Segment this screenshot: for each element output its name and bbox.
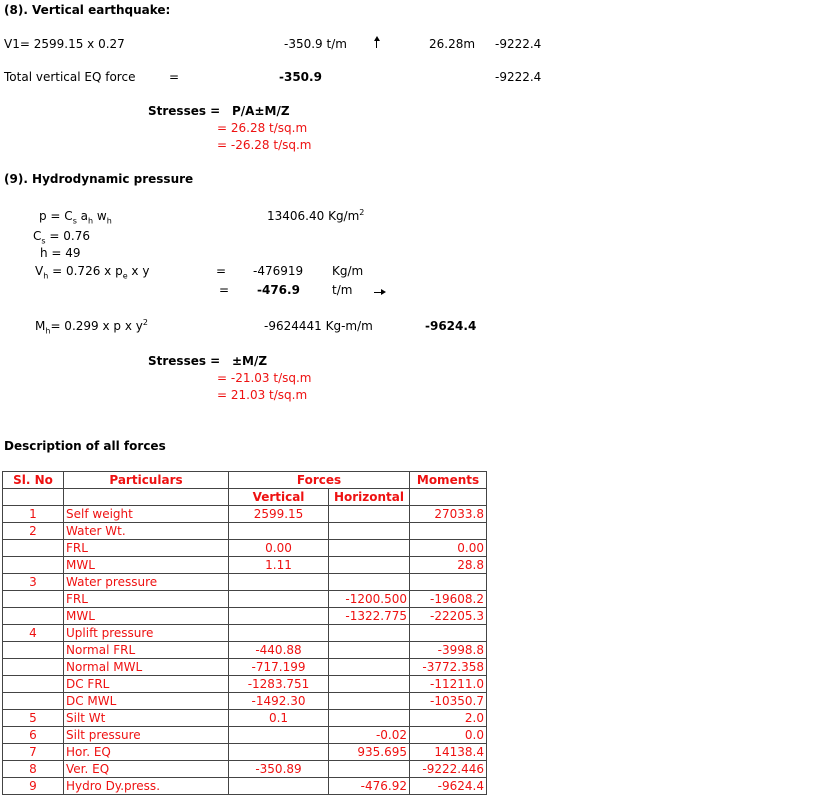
table-row (3, 778, 487, 795)
header-moments: Moments (410, 472, 487, 489)
row-vertical-force (229, 727, 329, 744)
row-horizontal-force (329, 761, 410, 778)
row-particulars: Uplift pressure (64, 625, 229, 642)
row-sl-no: 7 (3, 744, 64, 761)
row-vertical-force: -1492.30 (229, 693, 329, 710)
table-row (3, 710, 487, 727)
row-moment: 14138.4 (410, 744, 487, 761)
header-forces: Forces (229, 472, 410, 489)
vh-unit-2: t/m (332, 283, 353, 297)
row-horizontal-force (329, 523, 410, 540)
vh-unit-1: Kg/m (332, 264, 364, 278)
p-formula: $p = C_s$ $a_h$ $w_h$ (39, 209, 112, 226)
row-particulars: FRL (64, 540, 229, 557)
row-particulars: Normal FRL (64, 642, 229, 659)
stress-9-line2: = 21.03 t/sq.m (217, 388, 308, 402)
cs-line: $C_s = 0.76$ (33, 229, 90, 246)
row-vertical-force: -1283.751 (229, 676, 329, 693)
header-horizontal: Horizontal (329, 489, 410, 506)
table-row (3, 540, 487, 557)
stress-formula-9: ±M/Z (232, 354, 268, 368)
row-sl-no: 4 (3, 625, 64, 642)
row-sl-no: 3 (3, 574, 64, 591)
vh-equals-1: = (216, 264, 227, 278)
header-particulars: Particulars (64, 472, 229, 489)
row-sl-no: 1 (3, 506, 64, 523)
row-vertical-force: 0.00 (229, 540, 329, 557)
row-particulars: DC MWL (64, 693, 229, 710)
table-row (3, 676, 487, 693)
table-row (3, 625, 487, 642)
v1-force: -350.9 t/m (284, 37, 347, 51)
row-moment (410, 574, 487, 591)
stress-8-line2: = -26.28 t/sq.m (217, 138, 312, 152)
row-vertical-force (229, 744, 329, 761)
row-vertical-force: -717.199 (229, 659, 329, 676)
row-sl-no (3, 540, 64, 557)
row-particulars: DC FRL (64, 676, 229, 693)
stress-label-9: Stresses = (148, 354, 221, 368)
row-moment: -3772.358 (410, 659, 487, 676)
row-moment: -19608.2 (410, 591, 487, 608)
row-sl-no (3, 608, 64, 625)
vh-value-2: -476.9 (257, 283, 300, 297)
table-row (3, 506, 487, 523)
row-vertical-force (229, 625, 329, 642)
header-blank-particulars (64, 489, 229, 506)
row-sl-no (3, 591, 64, 608)
row-particulars: Ver. EQ (64, 761, 229, 778)
row-sl-no (3, 642, 64, 659)
table-row (3, 659, 487, 676)
row-vertical-force: 1.11 (229, 557, 329, 574)
row-vertical-force: -350.89 (229, 761, 329, 778)
row-particulars: Silt Wt (64, 710, 229, 727)
row-moment: -10350.7 (410, 693, 487, 710)
v1-moment: -9222.4 (495, 37, 542, 51)
v1-distance: 26.28m (429, 37, 476, 51)
row-moment: -3998.8 (410, 642, 487, 659)
row-horizontal-force (329, 693, 410, 710)
row-moment: 2.0 (410, 710, 487, 727)
row-particulars: Hor. EQ (64, 744, 229, 761)
table-row (3, 761, 487, 778)
row-moment: -9624.4 (410, 778, 487, 795)
row-particulars: Hydro Dy.press. (64, 778, 229, 795)
table-row (3, 591, 487, 608)
row-horizontal-force (329, 506, 410, 523)
row-sl-no: 6 (3, 727, 64, 744)
forces-table-title: Description of all forces (4, 439, 166, 453)
row-vertical-force (229, 591, 329, 608)
total-eq-equals: = (169, 70, 180, 84)
vertical-eq-heading: (8). Vertical earthquake: (4, 3, 171, 17)
row-particulars: Water pressure (64, 574, 229, 591)
row-vertical-force (229, 778, 329, 795)
stress-formula-8: P/A±M/Z (232, 104, 290, 118)
total-eq-moment: -9222.4 (495, 70, 542, 84)
total-eq-label: Total vertical EQ force (4, 70, 136, 84)
row-sl-no: 2 (3, 523, 64, 540)
row-moment: 28.8 (410, 557, 487, 574)
forces-table (2, 471, 487, 795)
table-row (3, 744, 487, 761)
mh-value: -9624441 Kg-m/m (264, 319, 373, 333)
row-vertical-force (229, 523, 329, 540)
row-horizontal-force (329, 625, 410, 642)
row-particulars: FRL (64, 591, 229, 608)
vh-equals-2: = (219, 283, 230, 297)
table-row (3, 727, 487, 744)
row-horizontal-force: -476.92 (329, 778, 410, 795)
row-moment: -22205.3 (410, 608, 487, 625)
hydrodynamic-heading: (9). Hydrodynamic pressure (4, 172, 194, 186)
row-particulars: MWL (64, 608, 229, 625)
vh-formula: $V_h = 0.726$ x $p_e$ x y (35, 264, 150, 281)
header-blank-sl (3, 489, 64, 506)
table-row (3, 557, 487, 574)
table-row (3, 523, 487, 540)
header-vertical: Vertical (229, 489, 329, 506)
total-eq-force: -350.9 (279, 70, 322, 84)
row-horizontal-force: -1200.500 (329, 591, 410, 608)
row-horizontal-force (329, 574, 410, 591)
row-sl-no (3, 693, 64, 710)
row-horizontal-force (329, 676, 410, 693)
v1-label: V1= 2599.15 x 0.27 (4, 37, 125, 51)
row-horizontal-force (329, 557, 410, 574)
row-vertical-force: 2599.15 (229, 506, 329, 523)
row-moment: 0.0 (410, 727, 487, 744)
row-particulars: Normal MWL (64, 659, 229, 676)
row-horizontal-force: 935.695 (329, 744, 410, 761)
row-moment: -11211.0 (410, 676, 487, 693)
row-moment (410, 523, 487, 540)
row-sl-no (3, 659, 64, 676)
table-row (3, 574, 487, 591)
row-vertical-force (229, 574, 329, 591)
row-horizontal-force (329, 642, 410, 659)
header-blank-moments (410, 489, 487, 506)
row-particulars: Silt pressure (64, 727, 229, 744)
table-row (3, 693, 487, 710)
row-particulars: Water Wt. (64, 523, 229, 540)
row-horizontal-force: -0.02 (329, 727, 410, 744)
table-row (3, 642, 487, 659)
mh-formula: $M_h= 0.299$ x p x $y^2$ (35, 318, 148, 336)
stress-8-line1: = 26.28 t/sq.m (217, 121, 308, 135)
row-moment: 27033.8 (410, 506, 487, 523)
p-value: 13406.40 $Kg/m^2$ (267, 208, 365, 223)
table-row (3, 608, 487, 625)
row-particulars: Self weight (64, 506, 229, 523)
row-moment: 0.00 (410, 540, 487, 557)
row-horizontal-force (329, 540, 410, 557)
row-sl-no (3, 557, 64, 574)
row-horizontal-force (329, 659, 410, 676)
stress-9-line1: = -21.03 t/sq.m (217, 371, 312, 385)
row-sl-no: 5 (3, 710, 64, 727)
mh-total: -9624.4 (425, 319, 477, 333)
row-sl-no (3, 676, 64, 693)
stress-label-8: Stresses = (148, 104, 221, 118)
h-line: h = 49 (40, 246, 81, 260)
row-horizontal-force: -1322.775 (329, 608, 410, 625)
row-vertical-force: -440.88 (229, 642, 329, 659)
row-horizontal-force (329, 710, 410, 727)
row-moment: -9222.446 (410, 761, 487, 778)
row-sl-no: 9 (3, 778, 64, 795)
row-particulars: MWL (64, 557, 229, 574)
vh-value-1: -476919 (253, 264, 304, 278)
row-vertical-force (229, 608, 329, 625)
row-moment (410, 625, 487, 642)
row-sl-no: 8 (3, 761, 64, 778)
row-vertical-force: 0.1 (229, 710, 329, 727)
header-sl-no: Sl. No (3, 472, 64, 489)
